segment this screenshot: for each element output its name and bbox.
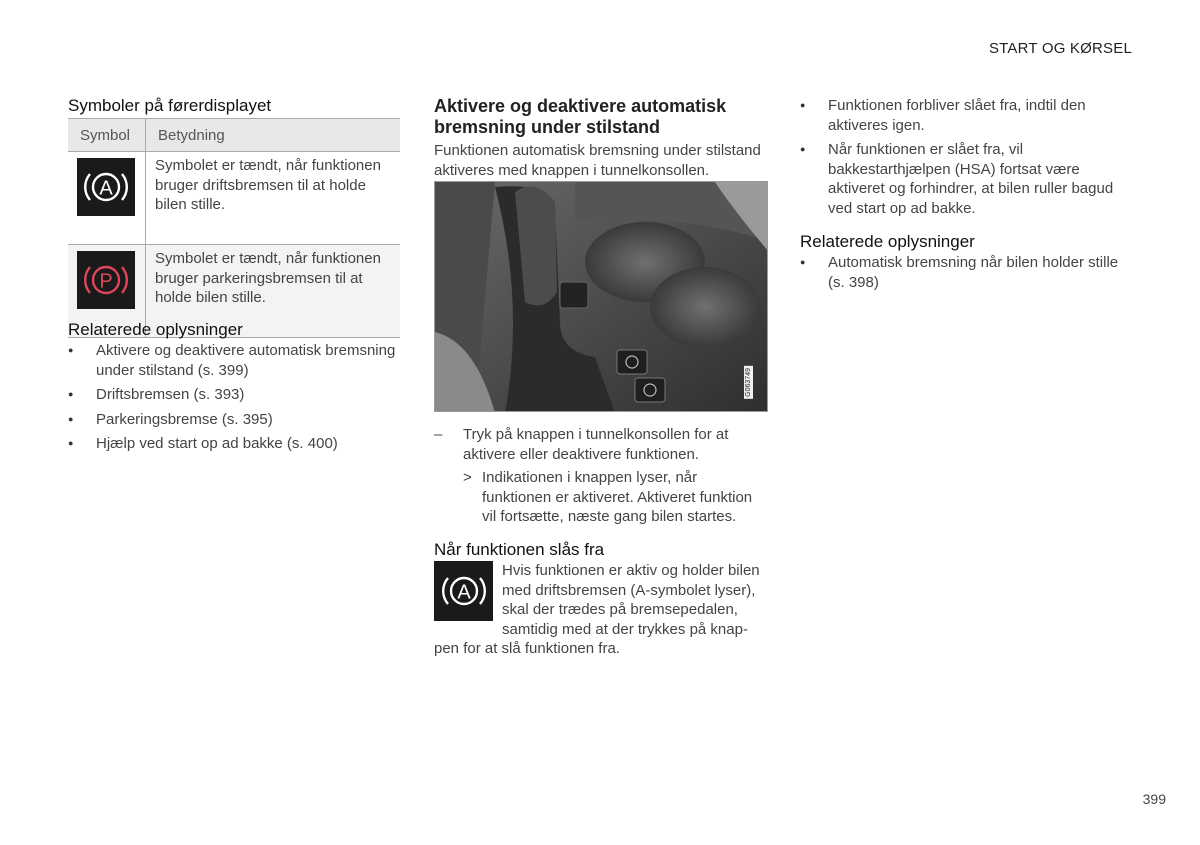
- off-bullets: [800, 96, 1125, 224]
- table-row: [68, 152, 400, 245]
- table-cell-meaning: Symbolet er tændt, når funktionen bruger driftsbremsen til at holde bilen stille.: [146, 152, 401, 245]
- instruction-step: [434, 425, 768, 464]
- list-item[interactable]: ● Hjælp ved start op ad bakke (s. 400): [68, 434, 403, 454]
- off-text: Hvis funktionen er aktiv og holder bilen med driftsbremsen (A-symbolet lyser), skal der trædes på bremsepedalen, samtidig med at der trykkes på knap-: [502, 562, 760, 638]
- result-marker: >: [463, 469, 472, 486]
- related-list-left: [68, 341, 403, 459]
- column-header-meaning: Betydning: [146, 119, 401, 152]
- tunnel-console-photo: [434, 181, 768, 412]
- list-item: ● Funktionen forbliver slået fra, indtil den aktiveres igen.: [800, 96, 1125, 135]
- off-text-continued: pen for at slå funktionen fra.: [434, 640, 620, 657]
- step-marker: –: [434, 426, 443, 443]
- page-number: 399: [1142, 791, 1166, 807]
- auto-hold-a-icon: [434, 561, 493, 621]
- table-cell-meaning: Symbolet er tændt, når funktionen bruger parkeringsbremsen til at holde bilen stille.: [146, 245, 401, 338]
- instruction-result: [463, 468, 768, 527]
- svg-text:A: A: [99, 177, 113, 200]
- activation-intro: Funktionen automatisk bremsning under stilstand aktiveres med knappen i tunnelkonsollen.: [434, 142, 761, 179]
- svg-text:A: A: [456, 581, 471, 604]
- related-heading-left: Relaterede oplysninger: [68, 320, 243, 339]
- result-text: Indikationen i knappen lyser, når funktionen er aktiveret. Aktiveret funktion vil fortsætte, næste gang bilen startes.: [482, 469, 753, 526]
- related-list-right: [800, 253, 1125, 297]
- list-item[interactable]: ● Automatisk bremsning når bilen holder stille (s. 398): [800, 253, 1125, 292]
- activation-heading: Aktivere og deaktivere automatisk bremsning under stilstand: [434, 96, 727, 137]
- list-item[interactable]: ● Aktivere og deaktivere automatisk bremsning under stilstand (s. 399): [68, 341, 403, 380]
- list-item[interactable]: ● Parkeringsbremse (s. 395): [68, 410, 403, 430]
- section-header: START OG KØRSEL: [988, 40, 1132, 57]
- symbol-table: [68, 118, 400, 338]
- column-header-symbol: Symbol: [68, 119, 146, 152]
- off-heading: Når funktionen slås fra: [434, 540, 605, 559]
- list-item: ● Når funktionen er slået fra, vil bakkestarthjælpen (HSA) fortsat være aktiveret og forhindrer, at bilen ruller bagud ved start op ad bakke.: [800, 140, 1125, 218]
- svg-text:P: P: [99, 270, 113, 293]
- parking-brake-p-icon: [77, 251, 135, 309]
- list-item[interactable]: ● Driftsbremsen (s. 393): [68, 385, 403, 405]
- image-code: G063749: [745, 368, 752, 397]
- auto-hold-a-icon: [77, 158, 135, 216]
- step-text: Tryk på knappen i tunnelkonsollen for at aktivere eller deaktivere funktionen.: [463, 426, 729, 463]
- symbols-heading: Symboler på førerdisplayet: [68, 96, 272, 115]
- related-heading-right: Relaterede oplysninger: [800, 232, 975, 251]
